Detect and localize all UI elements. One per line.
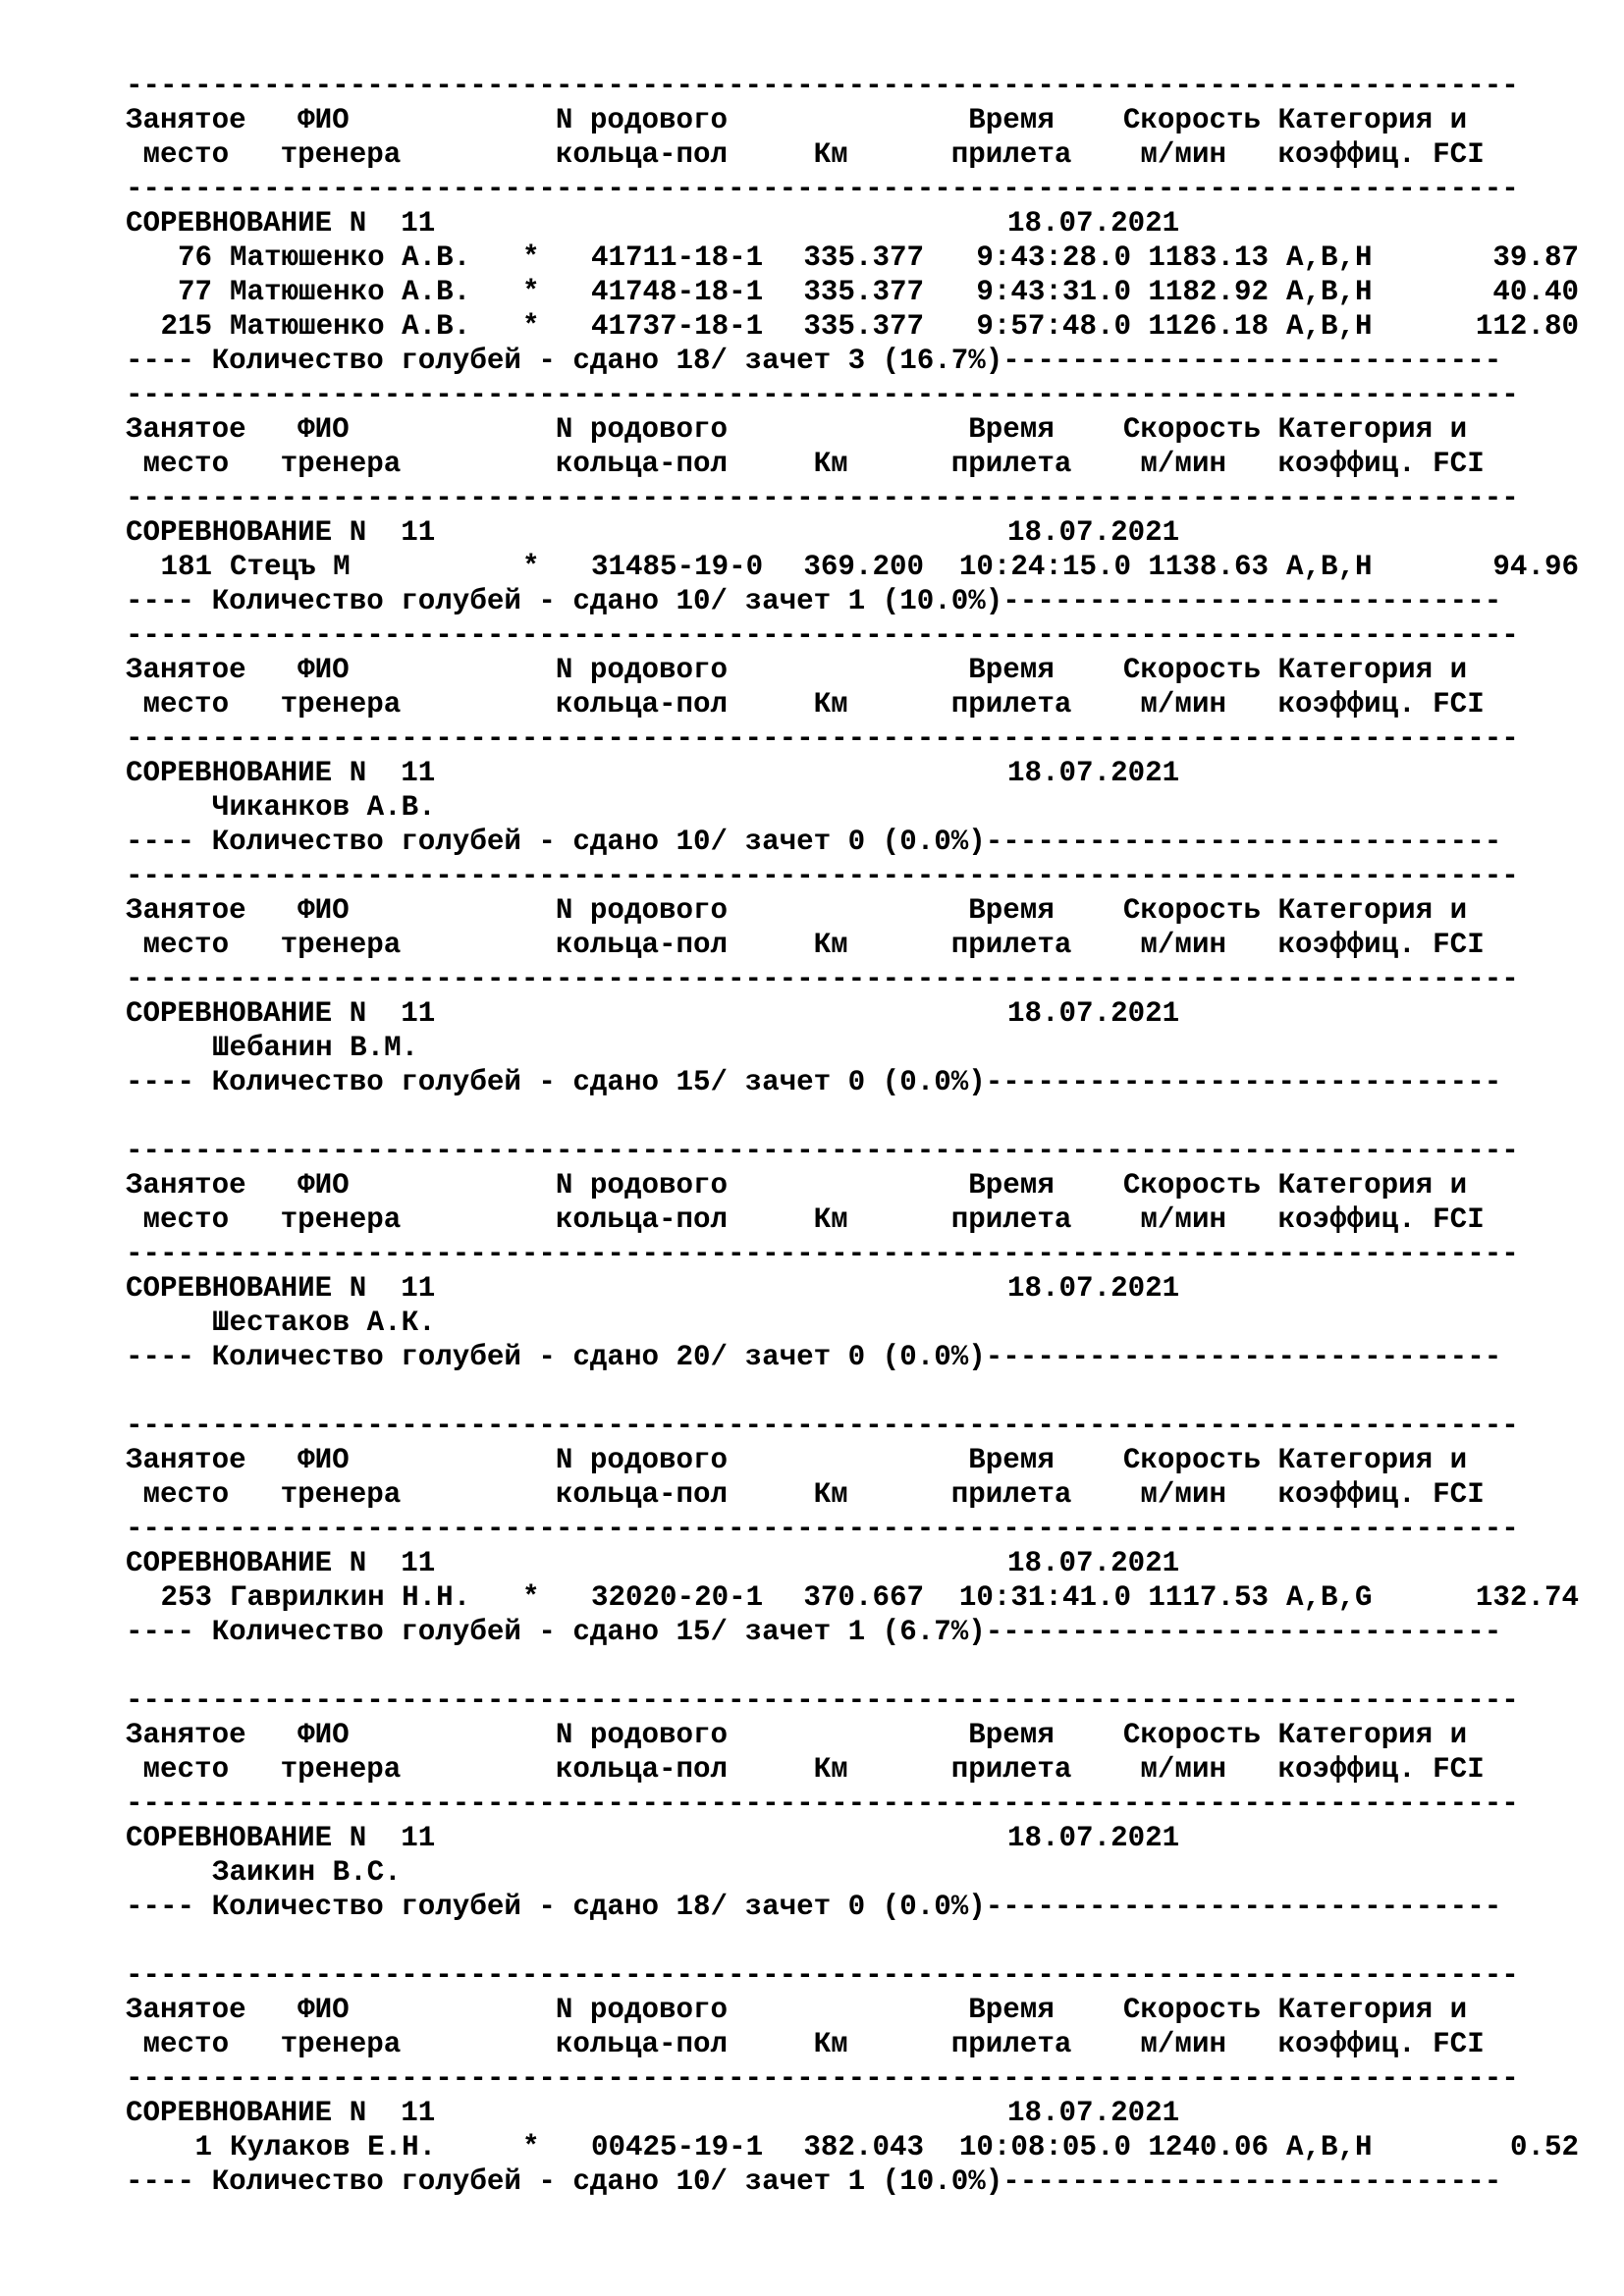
star-cell: *: [522, 276, 540, 308]
rule-line: ---------------------------------------------------------------------------------: [126, 173, 1519, 205]
competition-line: [126, 515, 1598, 550]
fci-coefficient-cell: 40.40: [1492, 276, 1579, 308]
star-cell: *: [522, 1581, 540, 1614]
blank-line: [126, 1374, 1598, 1409]
competition-date: 18.07.2021: [1007, 2097, 1180, 2129]
competition-line: [126, 1821, 1598, 1855]
table-header-line-1: Занятое ФИО N родового Время Скорость Категория и: [126, 1169, 1468, 1201]
arrival-time-cell: 10:24:15.0: [958, 551, 1131, 583]
competition-date: 18.07.2021: [1007, 997, 1180, 1030]
ring-number-cell: 32020-20-1: [591, 1581, 764, 1614]
star-cell: *: [522, 2131, 540, 2163]
place-cell: 1: [194, 2131, 212, 2163]
rule-line: ---------------------------------------------------------------------------------: [126, 860, 1519, 892]
rule-line: ---------------------------------------------------------------------------------: [126, 1135, 1519, 1167]
competition-line: [126, 996, 1598, 1031]
category-cell: A,B,H: [1286, 2131, 1373, 2163]
fci-coefficient-cell: 132.74: [1475, 1581, 1579, 1614]
trainer-name-cell: Матюшенко А.В.: [230, 310, 471, 343]
table-header-line-2: место тренера кольца-пол Км прилета м/мин коэффиц. FCI: [126, 688, 1485, 721]
rule-line: ---------------------------------------------------------------------------------: [126, 70, 1519, 102]
summary-line: ---- Количество голубей - сдано 18/ зачет 3 (16.7%)-----------------------------: [126, 345, 1502, 377]
speed-cell: 1126.18: [1148, 310, 1269, 343]
star-cell: *: [522, 310, 540, 343]
ring-number-cell: 41737-18-1: [591, 310, 764, 343]
fci-coefficient-cell: 112.80: [1475, 310, 1579, 343]
rule-line: ---------------------------------------------------------------------------------: [126, 482, 1519, 514]
competition-block: [126, 618, 1598, 859]
trainer-name: Заикин В.С.: [212, 1856, 402, 1889]
result-row: [126, 550, 1598, 584]
distance-km-cell: 370.667: [803, 1581, 924, 1614]
table-header-line-1: Занятое ФИО N родового Время Скорость Категория и: [126, 654, 1468, 686]
table-header-line-1: Занятое ФИО N родового Время Скорость Категория и: [126, 1994, 1468, 2026]
trainer-name: Чиканков А.В.: [212, 791, 436, 824]
table-header-line-2: место тренера кольца-пол Км прилета м/мин коэффиц. FCI: [126, 929, 1485, 961]
trainer-name: Шебанин В.М.: [212, 1032, 419, 1064]
fci-coefficient-cell: 0.52: [1509, 2131, 1579, 2163]
result-row: [126, 240, 1598, 275]
speed-cell: 1240.06: [1148, 2131, 1269, 2163]
category-cell: A,B,H: [1286, 551, 1373, 583]
rule-line: ---------------------------------------------------------------------------------: [126, 1788, 1519, 1820]
speed-cell: 1182.92: [1148, 276, 1269, 308]
arrival-time-cell: 9:43:31.0: [976, 276, 1131, 308]
table-header-line-2: место тренера кольца-пол Км прилета м/мин коэффиц. FCI: [126, 1203, 1485, 1236]
rule-line: ---------------------------------------------------------------------------------: [126, 379, 1519, 411]
result-row: [126, 309, 1598, 344]
category-cell: A,B,H: [1286, 276, 1373, 308]
summary-line: ---- Количество голубей - сдано 20/ зачет 0 (0.0%)------------------------------: [126, 1341, 1502, 1373]
competition-number: СОРЕВНОВАНИЕ N 11: [126, 1547, 436, 1579]
category-cell: A,B,H: [1286, 310, 1373, 343]
blank-line: [126, 1099, 1598, 1134]
summary-line: ---- Количество голубей - сдано 15/ зачет 0 (0.0%)------------------------------: [126, 1066, 1502, 1098]
table-header-line-1: Занятое ФИО N родового Время Скорость Категория и: [126, 1719, 1468, 1751]
trainer-without-result: [126, 790, 1598, 825]
competition-number: СОРЕВНОВАНИЕ N 11: [126, 757, 436, 789]
summary-line: ---- Количество голубей - сдано 10/ зачет 1 (10.0%)-----------------------------: [126, 2165, 1502, 2198]
table-header-line-2: место тренера кольца-пол Км прилета м/мин коэффиц. FCI: [126, 1478, 1485, 1511]
competition-date: 18.07.2021: [1007, 1547, 1180, 1579]
table-header-line-2: место тренера кольца-пол Км прилета м/мин коэффиц. FCI: [126, 1753, 1485, 1786]
competition-date: 18.07.2021: [1007, 1822, 1180, 1854]
competition-block: [126, 1099, 1598, 1374]
distance-km-cell: 335.377: [803, 276, 924, 308]
rule-line: ---------------------------------------------------------------------------------: [126, 1410, 1519, 1442]
trainer-name-cell: Стецъ М: [230, 551, 351, 583]
ring-number-cell: 41711-18-1: [591, 241, 764, 274]
table-header-line-2: место тренера кольца-пол Км прилета м/мин коэффиц. FCI: [126, 138, 1485, 171]
rule-line: ---------------------------------------------------------------------------------: [126, 2062, 1519, 2095]
competition-number: СОРЕВНОВАНИЕ N 11: [126, 1822, 436, 1854]
competition-date: 18.07.2021: [1007, 207, 1180, 240]
rule-line: ---------------------------------------------------------------------------------: [126, 1959, 1519, 1992]
summary-line: ---- Количество голубей - сдано 18/ зачет 0 (0.0%)------------------------------: [126, 1891, 1502, 1923]
speed-cell: 1183.13: [1148, 241, 1269, 274]
rule-line: ---------------------------------------------------------------------------------: [126, 963, 1519, 995]
result-row: [126, 2130, 1598, 2164]
table-header-line-2: место тренера кольца-пол Км прилета м/мин коэффиц. FCI: [126, 2028, 1485, 2060]
place-cell: 215: [160, 310, 212, 343]
rule-line: ---------------------------------------------------------------------------------: [126, 1238, 1519, 1270]
competition-block: [126, 859, 1598, 1099]
distance-km-cell: 335.377: [803, 241, 924, 274]
competition-number: СОРЕВНОВАНИЕ N 11: [126, 1272, 436, 1305]
result-row: [126, 275, 1598, 309]
competition-line: [126, 2096, 1598, 2130]
competition-block: [126, 1374, 1598, 1649]
trainer-name-cell: Матюшенко А.В.: [230, 241, 471, 274]
competition-block: [126, 378, 1598, 618]
trainer-name-cell: Гаврилкин Н.Н.: [230, 1581, 471, 1614]
competition-line: [126, 206, 1598, 240]
rule-line: ---------------------------------------------------------------------------------: [126, 1513, 1519, 1545]
trainer-name: Шестаков А.К.: [212, 1307, 436, 1339]
place-cell: 77: [177, 276, 212, 308]
fci-coefficient-cell: 39.87: [1492, 241, 1579, 274]
distance-km-cell: 335.377: [803, 310, 924, 343]
fci-coefficient-cell: 94.96: [1492, 551, 1579, 583]
trainer-name-cell: Матюшенко А.В.: [230, 276, 471, 308]
ring-number-cell: 00425-19-1: [591, 2131, 764, 2163]
speed-cell: 1138.63: [1148, 551, 1269, 583]
competition-line: [126, 756, 1598, 790]
distance-km-cell: 382.043: [803, 2131, 924, 2163]
table-header-line-1: Занятое ФИО N родового Время Скорость Категория и: [126, 1444, 1468, 1476]
table-header-line-1: Занятое ФИО N родового Время Скорость Категория и: [126, 104, 1468, 136]
competition-line: [126, 1271, 1598, 1306]
arrival-time-cell: 10:08:05.0: [958, 2131, 1131, 2163]
race-results-report: [126, 69, 1598, 2199]
star-cell: *: [522, 241, 540, 274]
rule-line: ---------------------------------------------------------------------------------: [126, 619, 1519, 652]
ring-number-cell: 41748-18-1: [591, 276, 764, 308]
category-cell: A,B,H: [1286, 241, 1373, 274]
place-cell: 253: [160, 1581, 212, 1614]
competition-date: 18.07.2021: [1007, 516, 1180, 549]
arrival-time-cell: 10:31:41.0: [958, 1581, 1131, 1614]
blank-line: [126, 1649, 1598, 1683]
speed-cell: 1117.53: [1148, 1581, 1269, 1614]
competition-number: СОРЕВНОВАНИЕ N 11: [126, 997, 436, 1030]
category-cell: A,B,G: [1286, 1581, 1373, 1614]
arrival-time-cell: 9:43:28.0: [976, 241, 1131, 274]
summary-line: ---- Количество голубей - сдано 10/ зачет 0 (0.0%)------------------------------: [126, 826, 1502, 858]
competition-block: [126, 1924, 1598, 2199]
trainer-name-cell: Кулаков Е.Н.: [230, 2131, 437, 2163]
competition-number: СОРЕВНОВАНИЕ N 11: [126, 207, 436, 240]
ring-number-cell: 31485-19-0: [591, 551, 764, 583]
result-row: [126, 1580, 1598, 1615]
place-cell: 181: [160, 551, 212, 583]
competition-number: СОРЕВНОВАНИЕ N 11: [126, 516, 436, 549]
competition-block: [126, 69, 1598, 378]
summary-line: ---- Количество голубей - сдано 10/ зачет 1 (10.0%)-----------------------------: [126, 585, 1502, 617]
competition-number: СОРЕВНОВАНИЕ N 11: [126, 2097, 436, 2129]
trainer-without-result: [126, 1031, 1598, 1065]
summary-line: ---- Количество голубей - сдано 15/ зачет 1 (6.7%)------------------------------: [126, 1616, 1502, 1648]
trainer-without-result: [126, 1306, 1598, 1340]
competition-line: [126, 1546, 1598, 1580]
competition-date: 18.07.2021: [1007, 1272, 1180, 1305]
rule-line: ---------------------------------------------------------------------------------: [126, 722, 1519, 755]
table-header-line-1: Занятое ФИО N родового Время Скорость Категория и: [126, 894, 1468, 927]
competition-date: 18.07.2021: [1007, 757, 1180, 789]
rule-line: ---------------------------------------------------------------------------------: [126, 1684, 1519, 1717]
place-cell: 76: [177, 241, 212, 274]
trainer-without-result: [126, 1855, 1598, 1890]
distance-km-cell: 369.200: [803, 551, 924, 583]
competition-block: [126, 1649, 1598, 1924]
star-cell: *: [522, 551, 540, 583]
table-header-line-2: место тренера кольца-пол Км прилета м/мин коэффиц. FCI: [126, 448, 1485, 480]
blank-line: [126, 1924, 1598, 1958]
arrival-time-cell: 9:57:48.0: [976, 310, 1131, 343]
table-header-line-1: Занятое ФИО N родового Время Скорость Категория и: [126, 413, 1468, 446]
